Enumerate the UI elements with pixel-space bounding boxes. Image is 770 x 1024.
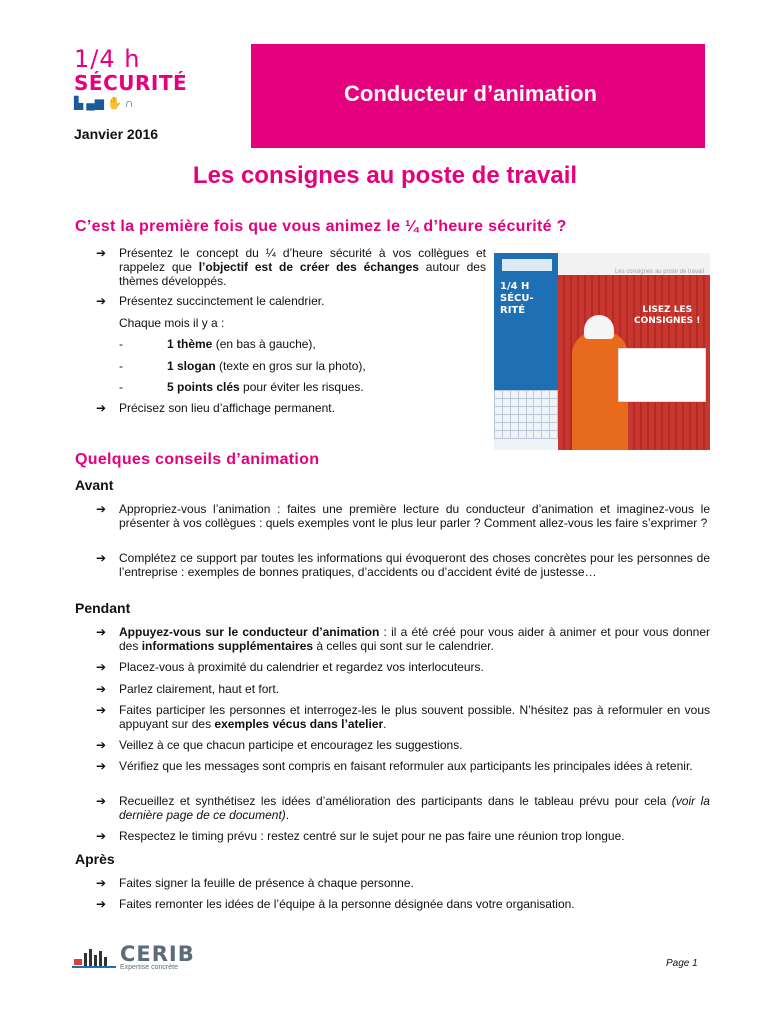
page-title: Les consignes au poste de travail bbox=[192, 162, 578, 189]
cerib-logo-text: CERIB bbox=[120, 942, 195, 966]
section1-heading: C’est la première fois que vous animez le ¼ d’heure sécurité ? bbox=[75, 218, 567, 235]
arrow-icon: ➔ bbox=[96, 829, 107, 843]
header-banner bbox=[251, 44, 705, 148]
arrow-icon: ➔ bbox=[96, 660, 107, 674]
partner-logo-icon bbox=[72, 945, 116, 969]
arrow-icon: ➔ bbox=[96, 682, 107, 696]
arrow-icon: ➔ bbox=[96, 551, 107, 565]
arrow-icon: ➔ bbox=[96, 794, 107, 808]
quart-heure-securite-logo bbox=[74, 46, 254, 110]
poster-sign bbox=[618, 348, 706, 402]
headset-icon: ∩ bbox=[124, 96, 134, 110]
calendar-poster-image bbox=[494, 253, 710, 450]
arrow-icon: ➔ bbox=[96, 738, 107, 752]
arrow-icon: ➔ bbox=[96, 625, 107, 639]
poster-logo bbox=[502, 259, 552, 271]
page-number: Page 1 bbox=[666, 958, 698, 969]
banner-title: Conducteur d’animation bbox=[344, 81, 597, 106]
logo-line2: SÉCURITÉ bbox=[74, 71, 188, 95]
arrow-icon: ➔ bbox=[96, 246, 107, 260]
arrow-icon: ➔ bbox=[96, 876, 107, 890]
arrow-icon: ➔ bbox=[96, 759, 107, 773]
car-icon: ▄▆ bbox=[86, 96, 104, 110]
issue-date: Janvier 2016 bbox=[74, 126, 159, 142]
arrow-icon: ➔ bbox=[96, 897, 107, 911]
arrow-icon: ➔ bbox=[96, 502, 107, 516]
subheading-avant: Avant bbox=[75, 477, 114, 493]
cerib-logo-subtitle: Expertise concrète bbox=[120, 964, 178, 971]
cerib-logo bbox=[72, 943, 202, 973]
month-intro: Chaque mois il y a : bbox=[119, 316, 225, 330]
subheading-apres: Après bbox=[75, 851, 115, 867]
poster-slogan: LISEZ LES CONSIGNES ! bbox=[634, 305, 701, 326]
arrow-icon: ➔ bbox=[96, 401, 107, 415]
arrow-icon: ➔ bbox=[96, 703, 107, 717]
section2-heading: Quelques conseils d’animation bbox=[75, 451, 320, 468]
logo-line1: 1/4 h bbox=[74, 45, 141, 73]
poster-calendar-grid bbox=[494, 390, 558, 450]
hand-icon: ✋ bbox=[106, 96, 122, 110]
logo-icons bbox=[74, 96, 254, 110]
poster-top-text: Les consignes au poste de travail bbox=[614, 269, 704, 275]
poster-title: 1/4 H SÉCU- RITÉ bbox=[500, 281, 534, 316]
arrow-icon: ➔ bbox=[96, 294, 107, 308]
helmet-icon bbox=[584, 315, 614, 339]
subheading-pendant: Pendant bbox=[75, 600, 131, 616]
worker-icon: ▙ bbox=[74, 96, 84, 110]
